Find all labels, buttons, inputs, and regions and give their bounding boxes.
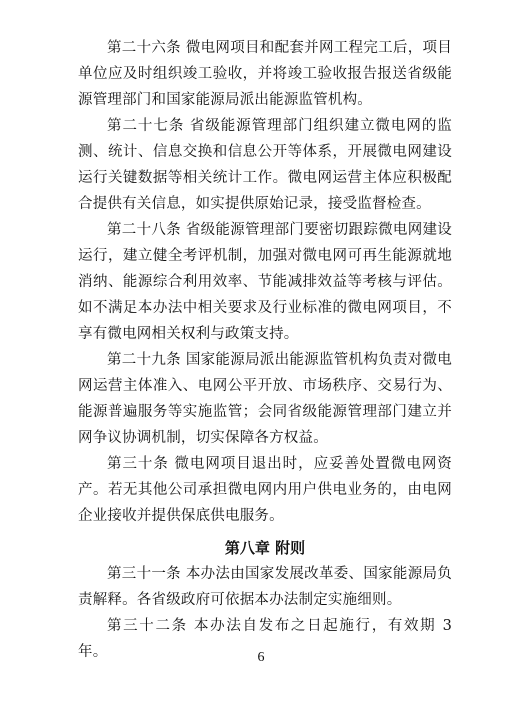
article-27: 第二十七条 省级能源管理部门组织建立微电网的监测、统计、信息交换和信息公开等体系，开展微电网建设运行关键数据等相关统计工作。微电网运营主体应积极配合提供有关信息，如实提供原始记录，接受监督检查。	[78, 118, 452, 212]
page-content	[78, 35, 452, 665]
article-31: 第三十一条 本办法由国家发展改革委、国家能源局负责解释。各省级政府可依据本办法制定实施细则。	[78, 566, 452, 608]
article-28: 第二十八条 省级能源管理部门要密切跟踪微电网建设运行，建立健全考评机制，加强对微电网可再生能源就地消纳、能源综合利用效率、节能减排效益等考核与评估。如不满足本办法中相关要求及行业标准的微电网项目，不享有微电网相关权利与政策支持。	[78, 222, 452, 342]
article-30: 第三十条 微电网项目退出时，应妥善处置微电网资产。若无其他公司承担微电网内用户供电业务的，由电网企业接收并提供保底供电服务。	[78, 456, 452, 524]
article-32: 第三十二条 本办法自发布之日起施行，有效期 3 年。	[78, 618, 452, 660]
article-26: 第二十六条 微电网项目和配套并网工程完工后，项目单位应及时组织竣工验收，并将竣工验收报告报送省级能源管理部门和国家能源局派出能源监管机构。	[78, 40, 452, 108]
chapter-heading: 第八章 附则	[224, 539, 306, 557]
page-number: 6	[257, 650, 265, 665]
article-29: 第二十九条 国家能源局派出能源监管机构负责对微电网运营主体准入、电网公平开放、市场秩序、交易行为、能源普遍服务等实施监管；会同省级能源管理部门建立并网争议协调机制，切实保障各方权益。	[78, 352, 452, 446]
